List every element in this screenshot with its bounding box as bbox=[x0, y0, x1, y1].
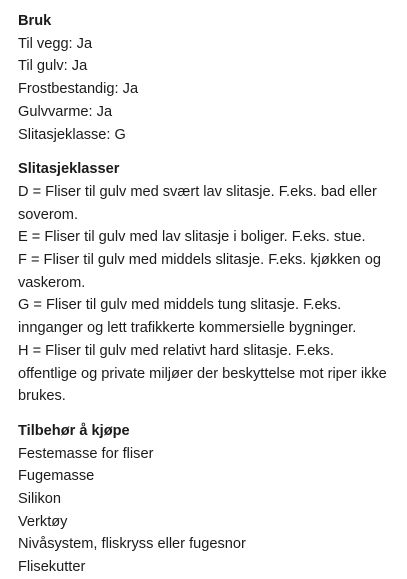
wear-class-d: D = Fliser til gulv med svært lav slitasje. F.eks. bad eller soverom. bbox=[18, 183, 377, 223]
bruk-item-floor: Til gulv: Ja bbox=[18, 58, 88, 75]
slitasjeklasser-section bbox=[18, 158, 395, 408]
wear-class-g: G = Fliser til gulv med middels tung slitasje. F.eks. innganger og lett trafikkerte kommersielle bygninger. bbox=[18, 297, 357, 337]
bruk-item-frost: Frostbestandig: Ja bbox=[18, 81, 139, 98]
accessory-grout: Fugemasse bbox=[18, 468, 95, 485]
accessory-leveling-system: Nivåsystem, fliskryss eller fugesnor bbox=[18, 536, 246, 553]
accessory-tools: Verktøy bbox=[18, 513, 68, 530]
bruk-item-wall: Til vegg: Ja bbox=[18, 35, 93, 52]
bruk-item-floor-heating: Gulvvarme: Ja bbox=[18, 103, 113, 120]
wear-class-h: H = Fliser til gulv med relativt hard slitasje. F.eks. offentlige og private miljøer der beskyttelse mot riper ikke brukes. bbox=[18, 342, 387, 405]
bruk-heading: Bruk bbox=[18, 13, 52, 29]
wear-class-f: F = Fliser til gulv med middels slitasje. F.eks. kjøkken og vaskerom. bbox=[18, 252, 381, 291]
accessory-silicone: Silikon bbox=[18, 491, 61, 508]
accessory-tile-cutter: Flisekutter bbox=[18, 559, 86, 576]
tilbehor-section bbox=[18, 420, 395, 579]
slitasjeklasser-heading: Slitasjeklasser bbox=[18, 161, 120, 178]
bruk-section bbox=[18, 10, 395, 146]
bruk-item-wear-class: Slitasjeklasse: G bbox=[18, 126, 126, 143]
tilbehor-heading: Tilbehør å kjøpe bbox=[18, 422, 130, 439]
accessory-tile-adhesive: Festemasse for fliser bbox=[18, 445, 154, 462]
wear-class-e: E = Fliser til gulv med lav slitasje i boliger. F.eks. stue. bbox=[18, 229, 366, 246]
